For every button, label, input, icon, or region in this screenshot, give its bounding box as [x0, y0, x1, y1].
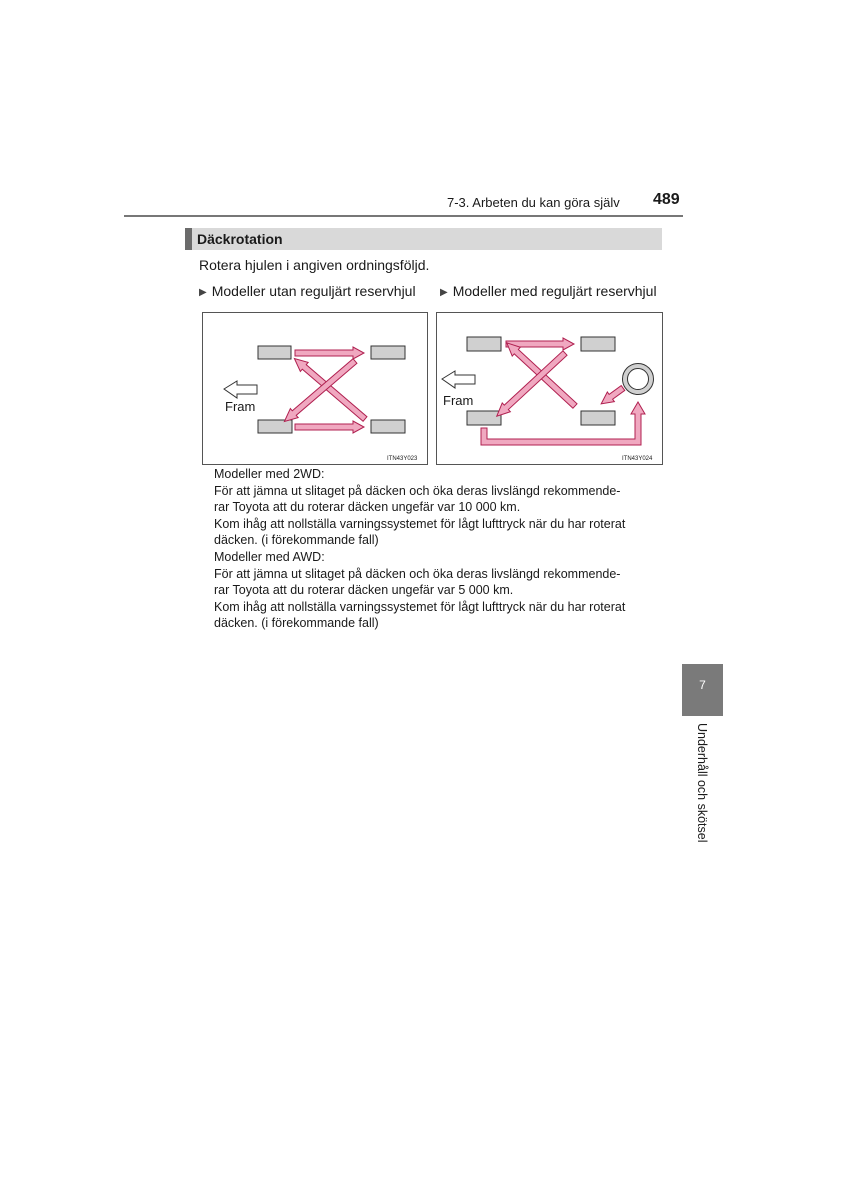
- notes-line: För att jämna ut slitaget på däcken och öka deras livslängd rekommende-: [214, 566, 621, 581]
- triangle-bullet-icon: ▶: [440, 287, 448, 298]
- notes-line: Modeller med 2WD:: [214, 467, 325, 481]
- notes-line: rar Toyota att du roterar däcken ungefär var 5 000 km.: [214, 583, 514, 598]
- front-direction-arrow-icon: [442, 371, 475, 388]
- tire-front-left: [258, 346, 291, 359]
- right-figure-label-text: Modeller med reguljärt reservhjul: [452, 283, 657, 299]
- spare-tire-hub: [628, 369, 649, 390]
- left-figure-label-text: Modeller utan reguljärt reservhjul: [211, 283, 416, 299]
- chapter-title: Underhåll och skötsel: [695, 723, 709, 843]
- rotation-diagram-no-spare-svg: [203, 313, 429, 466]
- rotation-diagram-no-spare: [202, 312, 428, 465]
- tire-front-right: [581, 337, 615, 351]
- intro-text: Rotera hjulen i angiven ordningsföljd.: [199, 257, 430, 273]
- front-label: Fram: [225, 399, 256, 414]
- left-figure-label: [199, 283, 416, 299]
- notes-line: Kom ihåg att nollställa varningssystemet för lågt lufttryck när du har roterat: [214, 516, 626, 531]
- notes-line: Modeller med AWD:: [214, 549, 325, 564]
- tire-front-left: [467, 337, 501, 351]
- page-number: 489: [653, 191, 680, 208]
- front-label: Fram: [443, 393, 474, 408]
- tire-front-right: [371, 346, 405, 359]
- arrow-rear-left-to-right: [295, 421, 364, 433]
- triangle-bullet-icon: ▶: [199, 287, 207, 298]
- notes-line: däcken. (i förekommande fall): [214, 616, 379, 631]
- arrow-front-right-to-rear-left: [280, 356, 358, 426]
- running-header: 7-3. Arbeten du kan göra själv: [447, 195, 620, 210]
- notes-line: däcken. (i förekommande fall): [214, 533, 379, 548]
- notes-block: [214, 466, 664, 632]
- notes-line: För att jämna ut slitaget på däcken och öka deras livslängd rekommende-: [214, 483, 621, 498]
- front-direction-arrow-icon: [224, 381, 257, 398]
- figure-code: ITN43Y024: [622, 456, 653, 462]
- notes-line: Kom ihåg att nollställa varningssystemet för lågt lufttryck när du har roterat: [214, 599, 626, 614]
- rotation-diagram-with-spare-svg: [437, 313, 664, 466]
- header-rule: [124, 215, 683, 217]
- rotation-diagram-with-spare: [436, 312, 663, 465]
- right-figure-label: [440, 283, 657, 299]
- section-title: Däckrotation: [197, 231, 283, 247]
- tire-rear-left: [258, 420, 292, 433]
- arrow-front-right-to-rear-left: [493, 349, 569, 421]
- figure-code: ITN43Y023: [387, 456, 418, 462]
- arrow-rear-right-to-front-left: [290, 354, 368, 424]
- tire-rear-right: [581, 411, 615, 425]
- chapter-number: 7: [699, 678, 706, 692]
- arrow-front-left-to-right: [295, 347, 364, 359]
- tire-rear-right: [371, 420, 405, 433]
- notes-line: rar Toyota att du roterar däcken ungefär var 10 000 km.: [214, 500, 521, 515]
- arrow-spare-to-rear-right: [598, 383, 627, 409]
- tire-rear-left: [467, 411, 501, 425]
